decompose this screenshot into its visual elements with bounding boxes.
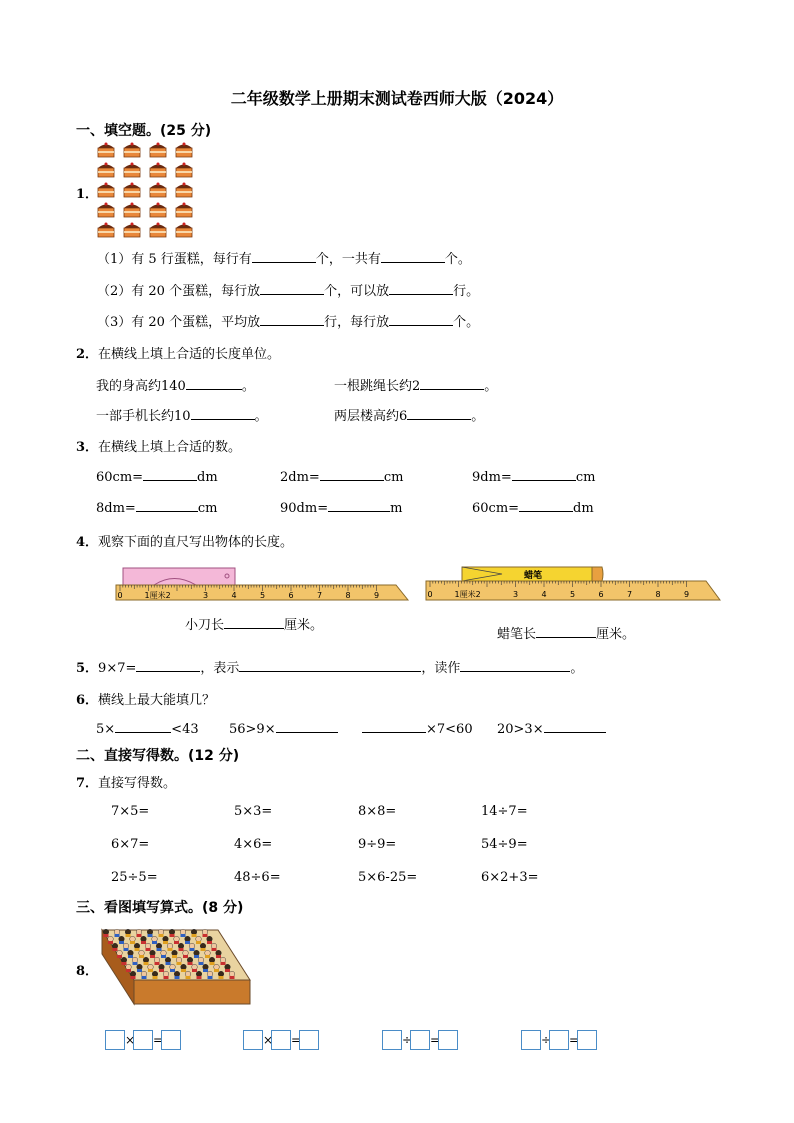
doll-body [137,969,142,972]
doll-body [137,934,142,937]
doll-body [135,948,140,951]
q2-item-c: 一部手机长约10 。 [96,409,268,424]
answer-blank[interactable] [260,313,324,326]
doll-icon [170,964,176,970]
q7-item: 5×3= [234,804,273,819]
cake-icon [122,200,142,218]
doll-icon [163,936,169,942]
doll-body [210,962,215,965]
q3-item: 2dm= cm [280,470,404,485]
answer-box[interactable] [438,1030,458,1050]
doll-body [170,969,175,972]
doll-body [175,976,180,979]
ruler-label: 9 [683,590,690,599]
ruler-label: 0 [117,591,123,600]
doll-icon [181,964,187,970]
doll-body [146,948,151,951]
q6-item-d: 20>3× [497,720,606,737]
doll-icon [152,971,158,977]
doll-icon [148,964,154,970]
equation-1: × = [105,1030,181,1050]
doll-icon [141,971,147,977]
doll-icon [159,964,165,970]
doll-body [117,955,122,958]
answer-blank[interactable] [460,659,570,672]
doll-icon [172,950,178,956]
answer-blank[interactable] [544,720,606,733]
doll-body [164,976,169,979]
doll-body [172,955,177,958]
q2-item-a: 我的身高约140 。 [96,379,255,394]
doll-icon [169,929,175,935]
doll-body [174,941,179,944]
section-2-heading: 二、直接写得数。(12 分) [76,748,240,764]
ruler-label: 6 [288,591,294,600]
answer-box[interactable] [243,1030,263,1050]
doll-icon [161,950,167,956]
doll-icon [147,929,153,935]
doll-icon [192,964,198,970]
cake-icon [148,180,168,198]
ruler-label: 7 [316,591,323,600]
q7-item: 8×8= [358,804,397,819]
doll-icon [229,971,235,977]
q3-item: 9dm= cm [472,470,596,485]
answer-box[interactable] [271,1030,291,1050]
doll-icon [136,929,142,935]
answer-box[interactable] [161,1030,181,1050]
doll-body [196,941,201,944]
doll-body [199,962,204,965]
cake-icon [96,180,116,198]
answer-blank[interactable] [512,468,576,481]
answer-box[interactable] [133,1030,153,1050]
doll-icon [117,950,123,956]
doll-icon [207,936,213,942]
cake-icon [174,180,194,198]
doll-body [144,962,149,965]
ruler-label: 7 [626,590,633,599]
section-3-heading: 三、看图填写算式。(8 分) [76,900,244,916]
answer-blank[interactable] [136,659,200,672]
doll-body [128,955,133,958]
q6-prompt: 6．横线上最大能填几？ [76,693,216,708]
q6-item-c: ×7<60 [362,720,473,737]
knife-length-line: 小刀长 厘米。 [185,618,324,633]
ruler-label: 1厘米2 [454,590,481,599]
doll-body [179,948,184,951]
q4-prompt: 4．观察下面的直尺写出物体的长度。 [76,535,294,550]
cake-icon [96,160,116,178]
doll-body [139,955,144,958]
doll-body [152,941,157,944]
doll-body [159,969,164,972]
doll-icon [225,964,231,970]
doll-icon [108,936,114,942]
doll-body [141,941,146,944]
answer-blank[interactable] [407,407,471,420]
doll-icon [209,957,215,963]
doll-icon [150,950,156,956]
ruler-label: 4 [541,590,547,599]
answer-blank[interactable] [239,659,421,672]
ruler-label: 8 [345,591,351,600]
doll-icon [196,936,202,942]
doll-body [192,969,197,972]
answer-blank[interactable] [381,250,445,263]
q8-number: 8． [76,964,99,979]
q7-item: 6×2+3= [481,870,539,885]
doll-icon [176,957,182,963]
doll-body [190,948,195,951]
doll-body [216,955,221,958]
cake-icon [174,140,194,158]
doll-body [153,976,158,979]
doll-icon [156,943,162,949]
section-1-heading: 一、填空题。(25 分) [76,123,212,139]
doll-icon [218,971,224,977]
cake-icon [174,200,194,218]
q2-prompt: 2．在横线上填上合适的长度单位。 [76,347,281,362]
doll-body [170,934,175,937]
doll-body [126,969,131,972]
doll-icon [123,943,129,949]
doll-icon [191,929,197,935]
doll-body [203,934,208,937]
doll-icon [141,936,147,942]
doll-icon [183,950,189,956]
doll-icon [130,971,136,977]
doll-body [225,969,230,972]
cake-icon [148,160,168,178]
answer-blank[interactable] [389,282,453,295]
knife-shape [123,568,235,585]
answer-blank[interactable] [252,250,316,263]
doll-body [185,941,190,944]
doll-body [177,962,182,965]
q3-item: 60cm= dm [472,501,594,516]
q7-item: 9÷9= [358,837,397,852]
equation-2: × = [243,1030,319,1050]
q1-line1: （1）有 5 行蛋糕，每行有 个，一共有 个。 [97,252,471,267]
doll-icon [187,957,193,963]
doll-icon [143,957,149,963]
answer-blank[interactable] [136,499,198,512]
doll-icon [163,971,169,977]
doll-body [157,948,162,951]
doll-body [163,941,168,944]
doll-body [130,941,135,944]
cake-icon [148,200,168,218]
ruler-label: 3 [202,591,209,600]
cake-icon [122,220,142,238]
equation-4: ÷ = [521,1030,597,1050]
doll-icon [189,943,195,949]
doll-icon [152,936,158,942]
ruler-label: 4 [231,591,237,600]
doll-icon [185,971,191,977]
doll-icon [158,929,164,935]
doll-body [221,962,226,965]
doll-icon [154,957,160,963]
cake-icon [148,220,168,238]
q2-item-b: 一根跳绳长约2 。 [334,379,498,394]
answer-box[interactable] [382,1030,402,1050]
cake-icon [122,160,142,178]
doll-icon [132,957,138,963]
q3-item: 60cm= dm [96,470,218,485]
doll-icon [174,936,180,942]
doll-icon [139,950,145,956]
doll-icon [205,950,211,956]
cake-icon [174,160,194,178]
answer-blank[interactable] [143,468,197,481]
doll-body [212,948,217,951]
doll-icon [214,964,220,970]
doll-body [113,948,118,951]
cake-grid [96,140,200,240]
q7-item: 7×5= [111,804,150,819]
doll-body [207,941,212,944]
answer-blank[interactable] [191,407,255,420]
answer-blank[interactable] [276,720,338,733]
answer-blank[interactable] [328,499,390,512]
crayon-label: 蜡笔 [524,571,543,581]
answer-blank[interactable] [420,377,484,390]
doll-icon [216,950,222,956]
doll-body [181,934,186,937]
doll-body [230,976,235,979]
doll-icon [198,957,204,963]
doll-icon [200,943,206,949]
doll-body [148,934,153,937]
doll-icon [119,936,125,942]
ruler-label: 1厘米2 [144,591,171,600]
doll-body [133,962,138,965]
doll-icon [194,950,200,956]
doll-icon [211,943,217,949]
doll-body [150,955,155,958]
q7-item: 14÷7= [481,804,528,819]
answer-blank[interactable] [519,499,573,512]
answer-blank[interactable] [260,282,324,295]
doll-icon [220,957,226,963]
doll-icon [196,971,202,977]
doll-body [148,969,153,972]
ruler-label: 5 [569,590,576,599]
answer-box[interactable] [105,1030,125,1050]
doll-icon [125,929,131,935]
ruler-label: 3 [512,590,519,599]
q1-line3: （3）有 20 个蛋糕，平均放 行，每行放 个。 [97,315,480,330]
cake-icon [148,140,168,158]
cake-icon [122,140,142,158]
q1-number: 1． [76,187,99,202]
doll-icon [128,950,134,956]
doll-body [186,976,191,979]
doll-icon [174,971,180,977]
q6-item-b: 56>9× [229,720,338,737]
answer-blank[interactable] [115,720,171,733]
doll-body [131,976,136,979]
answer-box[interactable] [521,1030,541,1050]
q7-item: 54÷9= [481,837,528,852]
doll-icon [103,929,109,935]
q7-prompt: 7．直接写得数。 [76,776,177,791]
q7-item: 5×6-25= [358,870,418,885]
q7-item: 48÷6= [234,870,281,885]
doll-body [203,969,208,972]
doll-body [197,976,202,979]
doll-icon [112,943,118,949]
doll-icon [202,929,208,935]
ruler-with-knife [114,566,410,606]
q1-line2: （2）有 20 个蛋糕，每行放 个，可以放 行。 [97,284,480,299]
doll-body [122,962,127,965]
doll-icon [121,957,127,963]
doll-icon [114,929,120,935]
ruler-label: 8 [655,590,661,599]
answer-box[interactable] [577,1030,597,1050]
doll-body [168,948,173,951]
cake-icon [122,180,142,198]
answer-box[interactable] [549,1030,569,1050]
doll-body [201,948,206,951]
doll-icon [126,964,132,970]
crayon-length-line: 蜡笔长 厘米。 [497,627,636,642]
doll-icon [203,964,209,970]
answer-blank[interactable] [536,625,596,638]
doll-body [192,934,197,937]
q7-item: 6×7= [111,837,150,852]
doll-icon [207,971,213,977]
answer-blank[interactable] [224,616,284,629]
q7-item: 4×6= [234,837,273,852]
doll-body [115,934,120,937]
answer-blank[interactable] [389,313,453,326]
equation-3: ÷ = [382,1030,458,1050]
doll-body [188,962,193,965]
doll-body [142,976,147,979]
doll-body [219,976,224,979]
doll-icon [167,943,173,949]
ruler-label: 9 [373,591,380,600]
q6-item-a: 5× <43 [96,722,199,737]
q3-item: 90dm= m [280,501,403,516]
cake-icon [96,220,116,238]
doll-body [108,941,113,944]
answer-box[interactable] [410,1030,430,1050]
cake-icon [174,220,194,238]
ruler-label: 0 [427,590,433,599]
q7-item: 25÷5= [111,870,158,885]
doll-body [124,948,129,951]
doll-body [183,955,188,958]
q2-item-d: 两层楼高约6 。 [334,409,485,424]
doll-icon [134,943,140,949]
doll-icon [185,936,191,942]
doll-body [208,976,213,979]
doll-body [166,962,171,965]
doll-icon [145,943,151,949]
doll-body [155,962,160,965]
q5-line: 5．9×7= ，表示 ，读作 。 [76,661,584,676]
doll-body [214,969,219,972]
doll-body [194,955,199,958]
answer-box[interactable] [299,1030,319,1050]
doll-icon [180,929,186,935]
ruler-label: 6 [598,590,604,599]
cake-icon [96,140,116,158]
doll-icon [137,964,143,970]
q3-item: 8dm= cm [96,501,218,516]
ruler-label: 5 [259,591,266,600]
doll-icon [130,936,136,942]
doll-icon [165,957,171,963]
answer-blank[interactable] [362,720,426,733]
doll-body [161,955,166,958]
answer-blank[interactable] [320,468,384,481]
doll-tray-illustration [98,924,258,1010]
cake-icon [96,200,116,218]
page-title: 二年级数学上册期末测试卷西师大版（2024） [230,89,564,108]
doll-body [104,934,109,937]
q3-prompt: 3．在横线上填上合适的数。 [76,440,242,455]
doll-body [205,955,210,958]
ruler-with-crayon [424,564,724,606]
doll-body [119,941,124,944]
answer-blank[interactable] [186,377,242,390]
doll-body [159,934,164,937]
doll-body [181,969,186,972]
doll-icon [178,943,184,949]
doll-body [126,934,131,937]
